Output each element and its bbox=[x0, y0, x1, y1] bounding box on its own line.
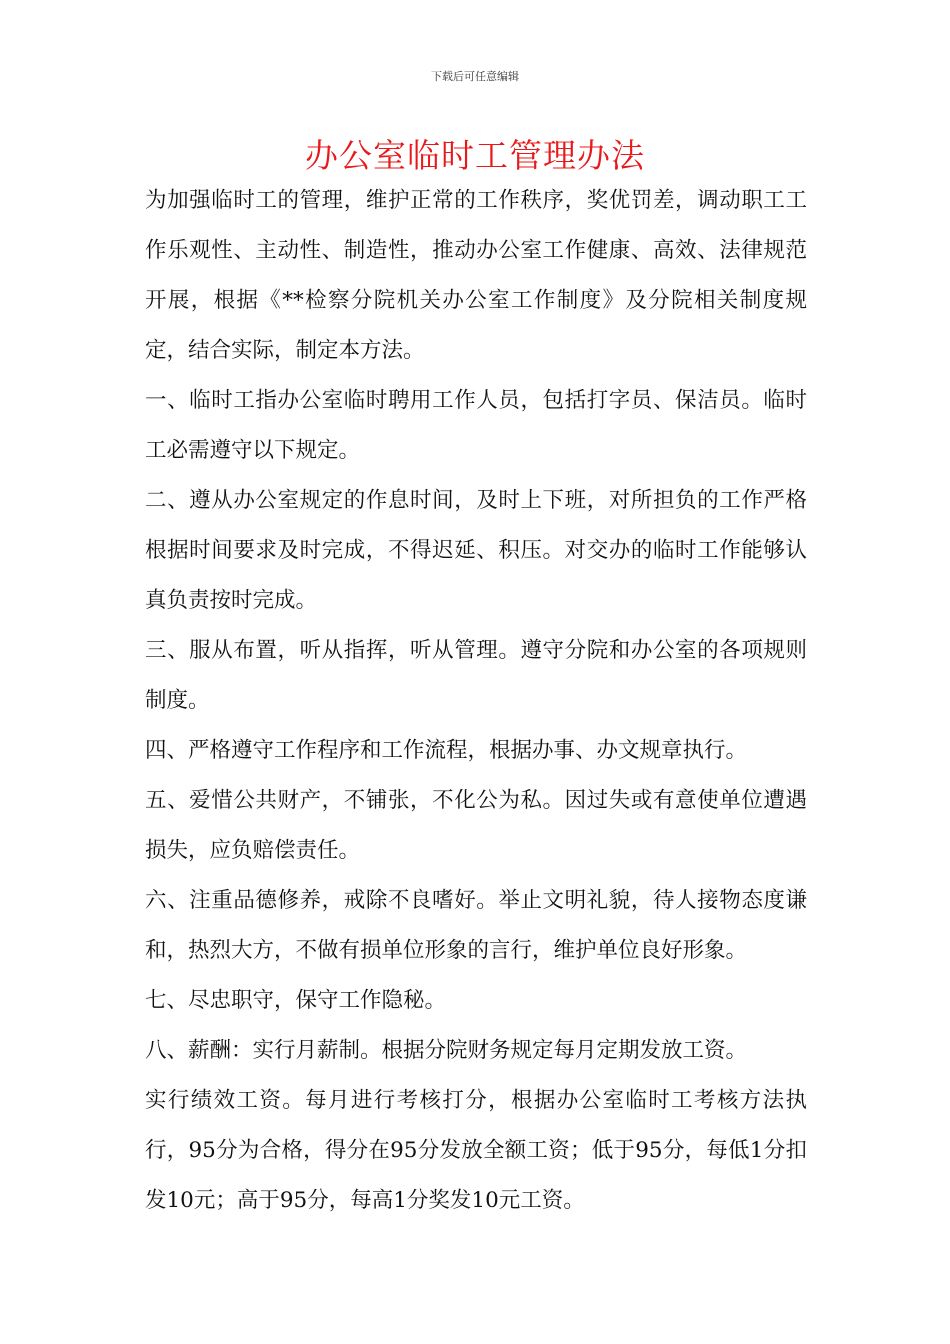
rule-2-paragraph: 二、遵从办公室规定的作息时间，及时上下班，对所担负的工作严格根据时间要求及时完成，不得迟延、积压。对交办的临时工作能够认真负责按时完成。 bbox=[145, 488, 807, 613]
rule-6-paragraph: 六、注重品德修养，戒除不良嗜好。举止文明礼貌，待人接物态度谦和，热烈大方，不做有损单位形象的言行，维护单位良好形象。 bbox=[145, 888, 807, 963]
rule-3-paragraph: 三、服从布置，听从指挥，听从管理。遵守分院和办公室的各项规则制度。 bbox=[145, 638, 807, 713]
rule-8-paragraph: 八、薪酬：实行月薪制。根据分院财务规定每月定期发放工资。 bbox=[145, 1038, 748, 1063]
intro-paragraph: 为加强临时工的管理，维护正常的工作秩序，奖优罚差，调动职工工作乐观性、主动性、制造性，推动办公室工作健康、高效、法律规范开展，根据《**检察分院机关办公室工作制度》及分院相关制度规定，结合实际，制定本方法。 bbox=[145, 188, 807, 363]
performance-pay-paragraph: 实行绩效工资。每月进行考核打分，根据办公室临时工考核方法执行，95分为合格，得分在95分发放全额工资；低于95分，每低1分扣发10元；高于95分，每高1分奖发10元工资。 bbox=[145, 1088, 807, 1213]
rule-4-paragraph: 四、严格遵守工作程序和工作流程，根据办事、办文规章执行。 bbox=[145, 738, 748, 763]
rule-1-paragraph: 一、临时工指办公室临时聘用工作人员，包括打字员、保洁员。临时工必需遵守以下规定。 bbox=[145, 388, 807, 463]
rule-7-paragraph: 七、尽忠职守，保守工作隐秘。 bbox=[145, 988, 447, 1013]
document-body bbox=[145, 176, 807, 1226]
rule-5-paragraph: 五、爱惜公共财产，不铺张，不化公为私。因过失或有意使单位遭遇损失，应负赔偿责任。 bbox=[145, 788, 807, 863]
header-note: 下载后可任意编辑 bbox=[431, 70, 519, 83]
document-title: 办公室临时工管理办法 bbox=[305, 136, 645, 175]
